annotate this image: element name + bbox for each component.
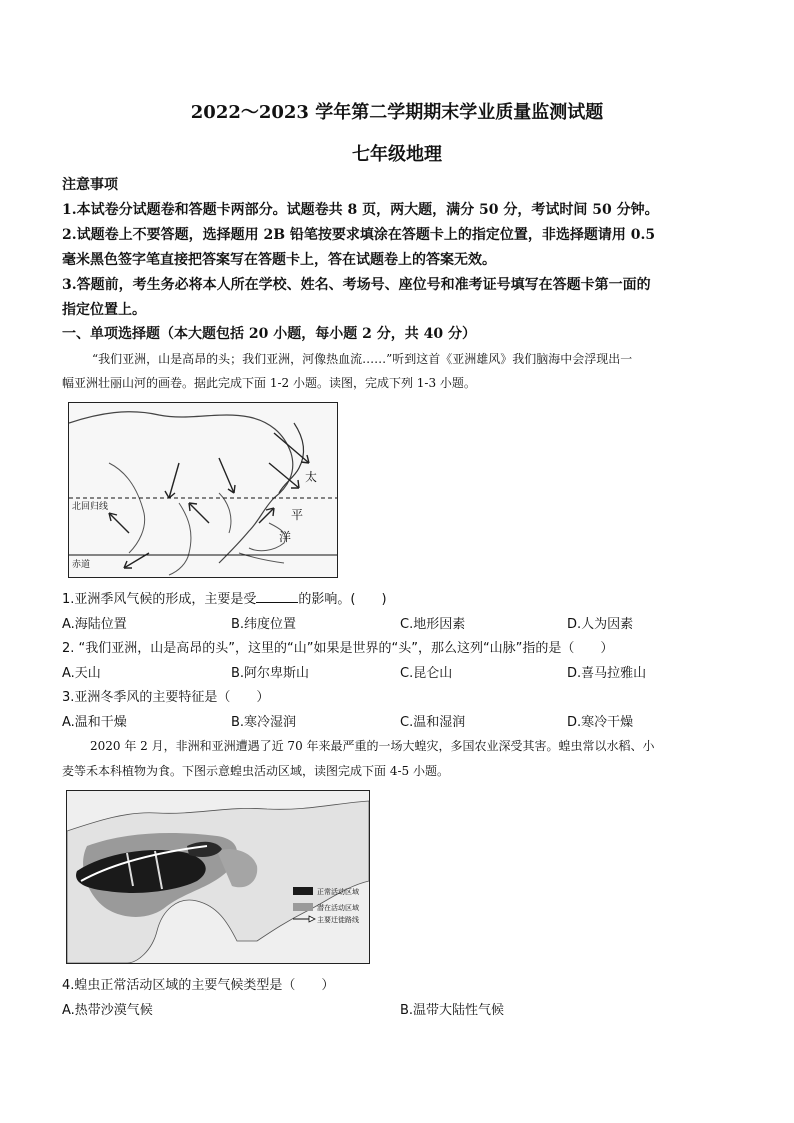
asia-monsoon-map (68, 402, 338, 578)
q1-option-b: B.纬度位置 (231, 617, 297, 632)
q3-option-a: A.温和干燥 (62, 715, 127, 730)
legend-potential-area: 潜在活动区域 (317, 904, 359, 912)
question-4-stem: 4.蝗虫正常活动区域的主要气候类型是（ ） (62, 978, 335, 993)
q2-option-d: D.喜马拉雅山 (567, 666, 647, 681)
notice-item-3: 3.答题前，考生务必将本人所在学校、姓名、考场号、座位号和准考证号填写在答题卡第一面的 (62, 277, 651, 293)
q1-option-a: A.海陆位置 (62, 617, 127, 632)
locust-activity-map (66, 790, 370, 964)
q2-option-b: B.阿尔卑斯山 (231, 666, 310, 681)
question-1-stem-before: 1.亚洲季风气候的形成，主要是受 (62, 592, 257, 607)
question-1-stem-after: 的影响。( ) (298, 592, 387, 607)
legend-normal-area: 正常活动区域 (317, 888, 359, 896)
exam-subtitle: 七年级地理 (352, 144, 442, 165)
notice-heading: 注意事项 (62, 177, 118, 193)
notice-item-2: 2.试题卷上不要答题，选择题用 2B 铅笔按要求填涂在答题卡上的指定位置，非选择题请用 0.5 (62, 227, 656, 243)
ocean-label-ping: 平 (291, 508, 304, 522)
section-heading: 一、单项选择题（本大题包括 20 小题，每小题 2 分，共 40 分） (62, 326, 476, 342)
notice-item-2-cont: 毫米黑色签字笔直接把答案写在答题卡上，答在试题卷上的答案无效。 (62, 252, 496, 268)
legend-migration-route: 主要迁徙路线 (317, 916, 359, 924)
intro-line-2: 幅亚洲壮丽山河的画卷。据此完成下面 1-2 小题。读图，完成下列 1-3 小题。 (62, 376, 476, 390)
q4-option-b: B.温带大陆性气候 (400, 1003, 505, 1018)
q3-option-c: C.温和湿润 (400, 715, 466, 730)
question-1-stem (62, 588, 387, 607)
tropic-label: 北回归线 (72, 502, 109, 512)
intro-line-1: “我们亚洲，山是高昂的头；我们亚洲，河像热血流……”听到这首《亚洲雄风》我们脑海中会浮现出一 (92, 352, 633, 366)
ocean-label-tai: 太 (305, 470, 318, 484)
exam-title: 2022～2023 学年第二学期期末学业质量监测试题 (190, 102, 604, 123)
q3-option-b: B.寒冷湿润 (231, 715, 297, 730)
equator-label: 赤道 (72, 560, 91, 570)
q1-option-c: C.地形因素 (400, 617, 466, 632)
question-2-stem: 2. “我们亚洲，山是高昂的头”，这里的“山”如果是世界的“头”，那么这列“山脉”指的是（ ） (62, 641, 614, 656)
q3-option-d: D.寒冷干燥 (567, 715, 634, 730)
q4-option-a: A.热带沙漠气候 (62, 1003, 153, 1018)
q1-option-d: D.人为因素 (567, 617, 634, 632)
answer-blank (256, 590, 298, 603)
q2-option-c: C.昆仑山 (400, 666, 453, 681)
notice-item-3-cont: 指定位置上。 (62, 302, 146, 318)
notice-item-1: 1.本试卷分试题卷和答题卡两部分。试题卷共 8 页，两大题，满分 50 分，考试时间 50 分钟。 (62, 202, 659, 218)
ocean-label-yang: 洋 (279, 530, 292, 544)
passage-2-line-1: 2020 年 2 月，非洲和亚洲遭遇了近 70 年来最严重的一场大蝗灾，多国农业深受其害。蝗虫常以水稻、小 (90, 739, 655, 753)
passage-2-line-2: 麦等禾本科植物为食。下图示意蝗虫活动区域，读图完成下面 4-5 小题。 (62, 764, 449, 778)
locust-activity-map-graphic (67, 791, 369, 963)
asia-monsoon-map-graphic (69, 403, 337, 577)
question-3-stem: 3.亚洲冬季风的主要特征是（ ） (62, 690, 270, 705)
q2-option-a: A.天山 (62, 666, 101, 681)
